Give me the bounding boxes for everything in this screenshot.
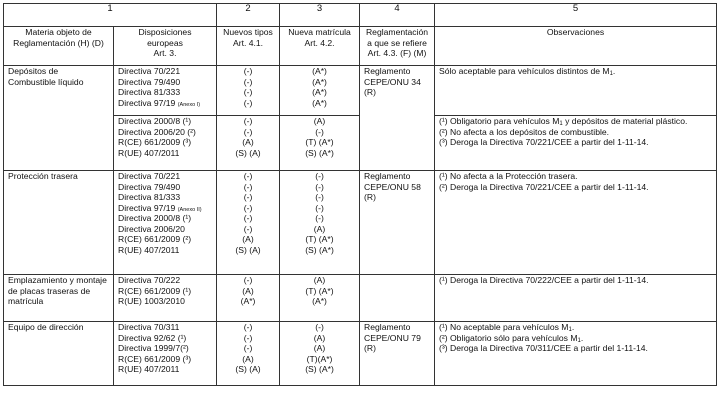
header-text: Art. 4.3. (F) (M) [367,48,427,58]
table-row [4,275,717,322]
column-number-3: 3 [280,4,360,27]
table-row [4,171,717,275]
header-text: a que se refiere [367,37,427,48]
nueva-matricula-list: (-) (A) (A) (T)(A*) (S) (A*) [280,322,360,386]
list-item: R(CE) 661/2009 (²) [118,234,192,244]
nuevos-tipos-list: (-) (-) (-) (A) (S) (A) [217,322,280,386]
materia-depositos: Depósitos de Combustible líquido [4,66,114,171]
header-disposiciones [114,27,217,66]
list-item: Directiva 2000/8 (¹) [118,116,192,126]
nueva-matricula-list: (A) (T) (A*) (A*) [280,275,360,322]
list-item: Directiva 79/490 [118,76,181,87]
reglamento-empty [360,275,435,322]
list-item: R(UE) 407/2011 [118,147,180,158]
nueva-matricula-list: (-) (-) (-) (-) (-) (A) (T) (A*) (S) (A*) [280,171,360,275]
list-item: Directiva 81/333 [118,192,181,202]
observation-text: (²) Obligatorio sólo para vehículos $M_1$. [439,332,584,344]
observation-text: (¹) Obligatorio para vehículos $M_1$ y depósitos de material plástico. [439,116,688,127]
list-item: R(CE) 661/2009 (³) [118,137,192,147]
nuevos-tipos-list: (-) (A) (A*) [217,275,280,322]
observation-text: (³) Deroga la Directiva 70/221/CEE a partir del 1-11-14. [439,137,649,147]
column-number-4: 4 [360,4,435,27]
directivas-list [114,275,217,322]
nueva-matricula-list: (A*) (A*) (A*) (A*) [280,66,360,116]
observation-text: (²) Deroga la Directiva 70/221/CEE a partir del 1-11-14. [439,181,649,192]
list-item: R(CE) 661/2009 (¹) [118,285,192,296]
header-text: Reglamentación [365,27,429,37]
list-item: Directiva 2006/20 [118,223,185,234]
list-item: Directiva 97/19 (Anexo I) [118,97,201,108]
header-nueva-matricula [280,27,360,66]
observation-text: (²) No afecta a los depósitos de combustible. [439,126,610,137]
column-number-1: 1 [4,4,217,27]
observation-text: Sólo aceptable para vehículos distintos de $M_1$. [439,66,616,77]
observaciones-cell [435,66,717,116]
directivas-list [114,66,217,116]
directivas-list [114,322,217,386]
column-number-2: 2 [217,4,280,27]
reglamento-depositos: Reglamento CEPE/ONU 34 (R) [360,66,435,171]
list-item: Directiva 70/221 [118,66,181,76]
observaciones-cell [435,322,717,386]
observaciones-cell [435,116,717,171]
column-number-row [4,4,717,27]
list-item: Directiva 81/333 [118,87,181,97]
materia-emplazamiento: Emplazamiento y montaje de placas traseras de matrícula [4,275,114,322]
nuevos-tipos-list: (-) (-) (A) (S) (A) [217,116,280,171]
header-text: Observaciones [546,27,605,37]
header-text: Disposiciones [138,27,192,37]
list-item: R(CE) 661/2009 (³) [118,353,192,364]
header-text: Art. 4.2. [304,37,335,48]
list-item: Directiva 97/19 (Anexo II) [118,202,202,213]
directivas-list [114,171,217,275]
list-item: Directiva 70/222 [118,275,181,285]
observation-text: (¹) No afecta a la Protección trasera. [439,171,578,181]
nuevos-tipos-list: (-) (-) (-) (-) (-) (-) (A) (S) (A) [217,171,280,275]
header-text: Nuevos tipos [223,27,273,37]
list-item: R(UE) 1003/2010 [118,296,185,306]
observaciones-cell [435,171,717,275]
list-item: R(UE) 407/2011 [118,244,180,255]
header-observaciones [435,27,717,66]
list-item: Directiva 92/62 (¹) [118,332,187,343]
observation-text: (¹) No aceptable para vehículos $M_1$. [439,322,575,333]
header-row [4,27,717,66]
header-text: Art. 3. [153,48,177,58]
nuevos-tipos-list: (-) (-) (-) (-) [217,66,280,116]
header-nuevos-tipos [217,27,280,66]
column-number-5: 5 [435,4,717,27]
table-row [4,66,717,116]
nueva-matricula-list: (A) (-) (T) (A*) (S) (A*) [280,116,360,171]
table-row [4,322,717,386]
list-item: R(UE) 407/2011 [118,364,180,374]
list-item: Directiva 70/221 [118,171,181,181]
list-item: Directiva 2000/8 (¹) [118,213,192,223]
observation-text: (¹) Deroga la Directiva 70/222/CEE a partir del 1-11-14. [439,275,649,285]
header-materia [4,27,114,66]
annex-note: (Anexo I) [177,101,201,108]
annex-note: (Anexo II) [177,206,202,213]
reglamento-proteccion: Reglamento CEPE/ONU 58 (R) [360,171,435,275]
header-text: Reglamentación (H) (D) [13,37,104,48]
list-item: Directiva 2006/20 (²) [118,126,196,137]
header-text: Nueva matrícula [288,27,351,37]
observaciones-cell [435,275,717,322]
reglamento-direccion: Reglamento CEPE/ONU 79 (R) [360,322,435,386]
list-item: Directiva 79/490 [118,181,181,192]
materia-direccion: Equipo de dirección [4,322,114,386]
materia-proteccion: Protección trasera [4,171,114,275]
header-reglamentacion [360,27,435,66]
observation-text: (³) Deroga la Directiva 70/311/CEE a partir del 1-11-14. [439,343,648,353]
header-text: Materia objeto de [25,27,92,37]
header-text: Art. 4.1. [232,37,264,48]
directivas-list [114,116,217,171]
header-text: europeas [147,37,183,48]
list-item: Directiva 1999/7(²) [118,343,189,353]
regulation-table [3,3,717,386]
list-item: Directiva 70/311 [118,322,180,332]
